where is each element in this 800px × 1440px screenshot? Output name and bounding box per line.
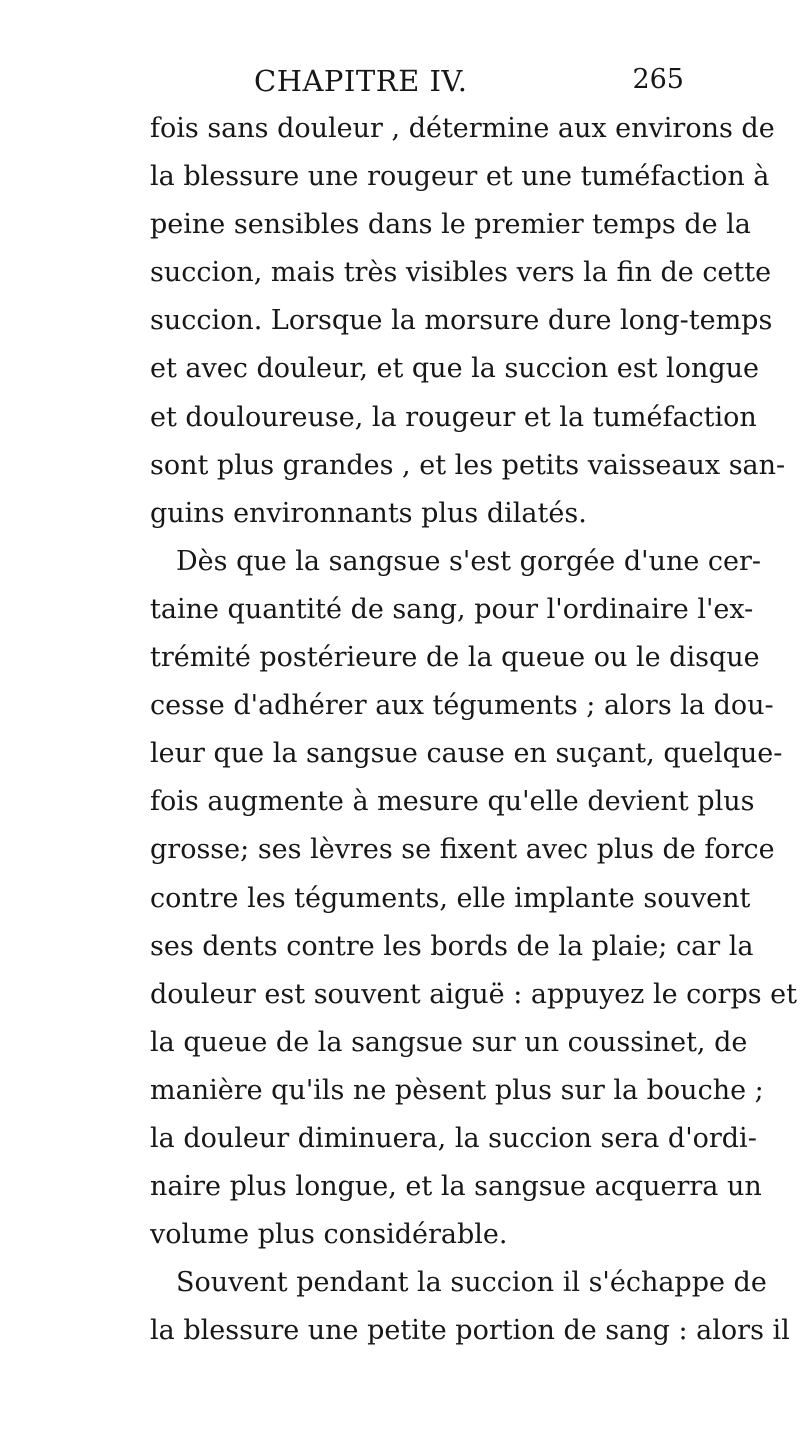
text-line-22: la douleur diminuera, la succion sera d'ordi- [150,1122,757,1154]
text-line-16: grosse; ses lèvres se fixent avec plus de force [150,834,775,866]
text-line-23: naire plus longue, et la sangsue acquerra un [150,1171,762,1203]
text-line-21: manière qu'ils ne pèsent plus sur la bouche ; [150,1074,764,1106]
text-line-4: succion, mais très visibles vers la fin de cette [150,257,772,289]
text-line-14: leur que la sangsue cause en suçant, quelque- [150,738,783,770]
running-head: CHAPITRE IV. [254,64,468,98]
text-line-5: succion. Lorsque la morsure dure long-temps [150,305,773,337]
text-line-10: Dès que la sangsue s'est gorgée d'une cer- [176,545,762,577]
text-line-9: guins environnants plus dilatés. [150,497,587,529]
body-text [150,105,798,1355]
text-line-3: peine sensibles dans le premier temps de la [150,209,751,241]
text-line-24: volume plus considérable. [150,1219,508,1251]
text-line-26: la blessure une petite portion de sang : alors il [150,1315,790,1347]
text-line-2: la blessure une rougeur et une tuméfaction à [150,161,770,193]
page-number: 265 [632,64,684,95]
text-line-18: ses dents contre les bords de la plaie; car la [150,930,754,962]
text-line-13: cesse d'adhérer aux téguments ; alors la dou- [150,690,774,722]
text-line-11: taine quantité de sang, pour l'ordinaire l'ex- [150,593,754,625]
text-line-12: trémité postérieure de la queue ou le disque [150,642,760,674]
text-line-7: et douloureuse, la rougeur et la tuméfaction [150,401,757,433]
text-line-15: fois augmente à mesure qu'elle devient plus [150,786,755,818]
text-line-20: la queue de la sangsue sur un coussinet, de [150,1026,748,1058]
text-line-8: sont plus grandes , et les petits vaisseaux san- [150,449,786,481]
text-line-1: fois sans douleur , détermine aux environs de [150,113,775,144]
text-line-17: contre les téguments, elle implante souvent [150,882,751,914]
text-line-19: douleur est souvent aiguë : appuyez le corps et [150,978,798,1010]
page-header [254,64,684,110]
text-line-25: Souvent pendant la succion il s'échappe de [176,1267,767,1299]
text-line-6: et avec douleur, et que la succion est longue [150,353,759,385]
